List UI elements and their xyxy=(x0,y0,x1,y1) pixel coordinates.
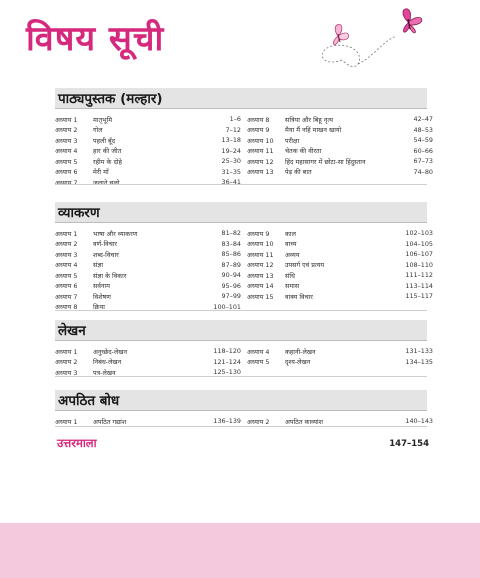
chapter-number: अध्याय 7 xyxy=(55,178,78,187)
chapter-pages: 106–107 xyxy=(405,250,433,259)
chapter-number: अध्याय 1 xyxy=(55,229,78,238)
chapter-pages: 131–133 xyxy=(405,347,433,356)
chapter-pages: 111–112 xyxy=(405,271,433,280)
chapter-pages: 54–59 xyxy=(413,136,433,145)
answer-key[interactable] xyxy=(57,436,429,451)
toc-row[interactable] xyxy=(247,125,433,136)
chapter-pages: 81–82 xyxy=(221,229,241,238)
chapter-number: अध्याय 2 xyxy=(247,417,270,426)
chapter-number: अध्याय 13 xyxy=(247,271,274,280)
chapter-title: रहीम के दोहे xyxy=(93,157,122,166)
toc-row[interactable] xyxy=(247,357,433,368)
chapter-number: अध्याय 14 xyxy=(247,282,274,291)
chapter-title: हार की जीत xyxy=(93,147,122,156)
chapter-title: पहली बूँद xyxy=(93,136,116,145)
toc-row[interactable] xyxy=(247,114,433,125)
chapter-number: अध्याय 12 xyxy=(247,261,274,270)
chapter-number: अध्याय 15 xyxy=(247,292,274,301)
chapter-title: सत्रिया और बिहू नृत्य xyxy=(285,115,333,124)
chapter-pages: 7–12 xyxy=(225,125,241,134)
toc-row[interactable] xyxy=(55,125,241,136)
chapter-number: अध्याय 9 xyxy=(247,126,270,135)
chapter-pages: 83–84 xyxy=(221,239,241,248)
chapter-pages: 140–143 xyxy=(405,417,433,426)
footer-band xyxy=(0,523,480,578)
chapter-pages: 19–24 xyxy=(221,146,241,155)
chapter-pages: 67–73 xyxy=(413,157,433,166)
section-writing xyxy=(55,320,433,380)
toc-row[interactable] xyxy=(55,177,241,188)
chapter-number: अध्याय 7 xyxy=(55,292,78,301)
chapter-number: अध्याय 2 xyxy=(55,240,78,249)
toc-row[interactable] xyxy=(247,291,433,302)
chapter-pages: 136–139 xyxy=(213,417,241,426)
section-heading: लेखन xyxy=(55,320,427,341)
chapter-title: विशेषण xyxy=(93,292,111,301)
chapter-pages: 60–66 xyxy=(413,146,433,155)
chapter-title: वाक्य विचार xyxy=(285,292,313,301)
toc-row[interactable] xyxy=(247,281,433,292)
chapter-number: अध्याय 12 xyxy=(247,157,274,166)
chapter-title: जलाते चलो xyxy=(93,178,120,187)
chapter-title: पत्र-लेखन xyxy=(93,368,116,377)
chapter-title: क्रिया xyxy=(93,303,105,312)
chapter-title: परीक्षा xyxy=(285,136,300,145)
chapter-pages: 118–120 xyxy=(213,347,241,356)
chapter-number: अध्याय 3 xyxy=(55,136,78,145)
chapter-title: संधि xyxy=(285,271,295,280)
chapter-pages: 48–53 xyxy=(413,125,433,134)
chapter-pages: 1–6 xyxy=(229,115,241,124)
chapter-pages: 42–47 xyxy=(413,115,433,124)
chapter-title: उपसर्ग एवं प्रत्यय xyxy=(285,261,325,270)
chapter-number: अध्याय 1 xyxy=(55,347,78,356)
chapter-title: कहानी-लेखन xyxy=(285,347,316,356)
toc-row[interactable] xyxy=(55,346,241,357)
toc-row[interactable] xyxy=(55,281,241,292)
toc-row[interactable] xyxy=(247,416,433,427)
chapter-number: अध्याय 8 xyxy=(55,303,78,312)
chapter-number: अध्याय 1 xyxy=(55,417,78,426)
toc-row[interactable] xyxy=(55,260,241,271)
chapter-title: दृश्य-लेखन xyxy=(285,358,311,367)
section-heading: पाठ्यपुस्तक (मल्हार) xyxy=(55,88,427,109)
chapter-title: मेरी माँ xyxy=(93,168,109,177)
toc-row[interactable] xyxy=(247,228,433,239)
chapter-pages: 31–35 xyxy=(221,167,241,176)
chapter-number: अध्याय 4 xyxy=(55,147,78,156)
toc-row[interactable] xyxy=(55,228,241,239)
chapter-number: अध्याय 13 xyxy=(247,168,274,177)
chapter-pages: 121–124 xyxy=(213,357,241,366)
chapter-title: सर्वनाम xyxy=(93,282,110,291)
chapter-pages: 134–135 xyxy=(405,357,433,366)
chapter-title: पेड़ की बात xyxy=(285,168,312,177)
chapter-title: वर्ण-विचार xyxy=(93,240,118,249)
chapter-title: चेतक की वीरता xyxy=(285,147,322,156)
chapter-pages: 87–89 xyxy=(221,260,241,269)
toc-row[interactable] xyxy=(247,167,433,178)
chapter-number: अध्याय 10 xyxy=(247,136,274,145)
toc-row[interactable] xyxy=(247,346,433,357)
chapter-number: अध्याय 2 xyxy=(55,358,78,367)
chapter-title: अव्यय xyxy=(285,250,300,259)
chapter-number: अध्याय 5 xyxy=(55,157,78,166)
chapter-pages: 85–86 xyxy=(221,250,241,259)
chapter-number: अध्याय 6 xyxy=(55,282,78,291)
chapter-pages: 13–18 xyxy=(221,136,241,145)
chapter-title: हिंद महासागर में छोटा-सा हिंदुस्तान xyxy=(285,157,366,166)
chapter-title: अपठित काव्यांश xyxy=(285,417,324,426)
chapter-pages: 97–99 xyxy=(221,292,241,301)
chapter-title: मातृभूमि xyxy=(93,115,113,124)
answer-key-label: उत्तरमाला xyxy=(57,436,97,450)
toc-row[interactable] xyxy=(247,260,433,271)
toc-row[interactable] xyxy=(55,156,241,167)
chapter-number: अध्याय 11 xyxy=(247,250,274,259)
chapter-number: अध्याय 11 xyxy=(247,147,274,156)
toc-row[interactable] xyxy=(55,239,241,250)
chapter-title: वाच्य xyxy=(285,240,297,249)
chapter-pages: 90–94 xyxy=(221,271,241,280)
chapter-pages: 108–110 xyxy=(405,260,433,269)
chapter-pages: 115–117 xyxy=(405,292,433,301)
chapter-pages: 113–114 xyxy=(405,281,433,290)
section-heading: व्याकरण xyxy=(55,202,427,223)
chapter-pages: 100–101 xyxy=(213,302,241,311)
toc-row[interactable] xyxy=(55,135,241,146)
chapter-title: समास xyxy=(285,282,300,291)
toc-row[interactable] xyxy=(55,416,241,427)
chapter-pages: 36–41 xyxy=(221,178,241,187)
chapter-title: संज्ञा के विकार xyxy=(93,271,127,280)
chapter-number: अध्याय 1 xyxy=(55,115,78,124)
toc-row[interactable] xyxy=(247,135,433,146)
toc-row[interactable] xyxy=(55,114,241,125)
toc-row[interactable] xyxy=(55,146,241,157)
toc-row[interactable] xyxy=(247,270,433,281)
chapter-title: गोल xyxy=(93,126,103,135)
chapter-number: अध्याय 3 xyxy=(55,250,78,259)
toc-row[interactable] xyxy=(247,249,433,260)
butterfly-icon xyxy=(312,2,436,72)
chapter-number: अध्याय 3 xyxy=(55,368,78,377)
chapter-pages: 125–130 xyxy=(213,368,241,377)
chapter-pages: 25–30 xyxy=(221,157,241,166)
section-textbook xyxy=(55,88,433,188)
toc-row[interactable] xyxy=(55,167,241,178)
chapter-pages: 95–96 xyxy=(221,281,241,290)
chapter-title: अपठित गद्यांश xyxy=(93,417,127,426)
chapter-title: भाषा और व्याकरण xyxy=(93,229,138,238)
toc-row[interactable] xyxy=(55,291,241,302)
chapter-pages: 74–80 xyxy=(413,167,433,176)
chapter-number: अध्याय 5 xyxy=(247,358,270,367)
chapter-title: शब्द-विचार xyxy=(93,250,119,259)
toc-row[interactable] xyxy=(247,146,433,157)
section-heading: अपठित बोध xyxy=(55,390,427,411)
chapter-pages: 102–103 xyxy=(405,229,433,238)
chapter-number: अध्याय 10 xyxy=(247,240,274,249)
toc-row[interactable] xyxy=(55,270,241,281)
chapter-number: अध्याय 2 xyxy=(55,126,78,135)
chapter-number: अध्याय 6 xyxy=(55,168,78,177)
toc-row[interactable] xyxy=(55,357,241,368)
chapter-title: निबंध-लेखन xyxy=(93,358,122,367)
answer-key-pages: 147–154 xyxy=(389,438,429,449)
toc-row[interactable] xyxy=(55,249,241,260)
chapter-title: काल xyxy=(285,229,296,238)
page-title: विषय सूची xyxy=(26,19,165,59)
chapter-title: मैया मैं नहिं माखन खायो xyxy=(285,126,342,135)
section-unseen xyxy=(55,390,433,430)
toc-row[interactable] xyxy=(247,156,433,167)
section-grammar xyxy=(55,202,433,314)
chapter-number: अध्याय 5 xyxy=(55,271,78,280)
toc-row[interactable] xyxy=(247,239,433,250)
chapter-number: अध्याय 4 xyxy=(247,347,270,356)
chapter-title: अनुच्छेद-लेखन xyxy=(93,347,128,356)
chapter-pages: 104–105 xyxy=(405,239,433,248)
chapter-title: संज्ञा xyxy=(93,261,104,270)
chapter-number: अध्याय 9 xyxy=(247,229,270,238)
chapter-number: अध्याय 4 xyxy=(55,261,78,270)
chapter-number: अध्याय 8 xyxy=(247,115,270,124)
